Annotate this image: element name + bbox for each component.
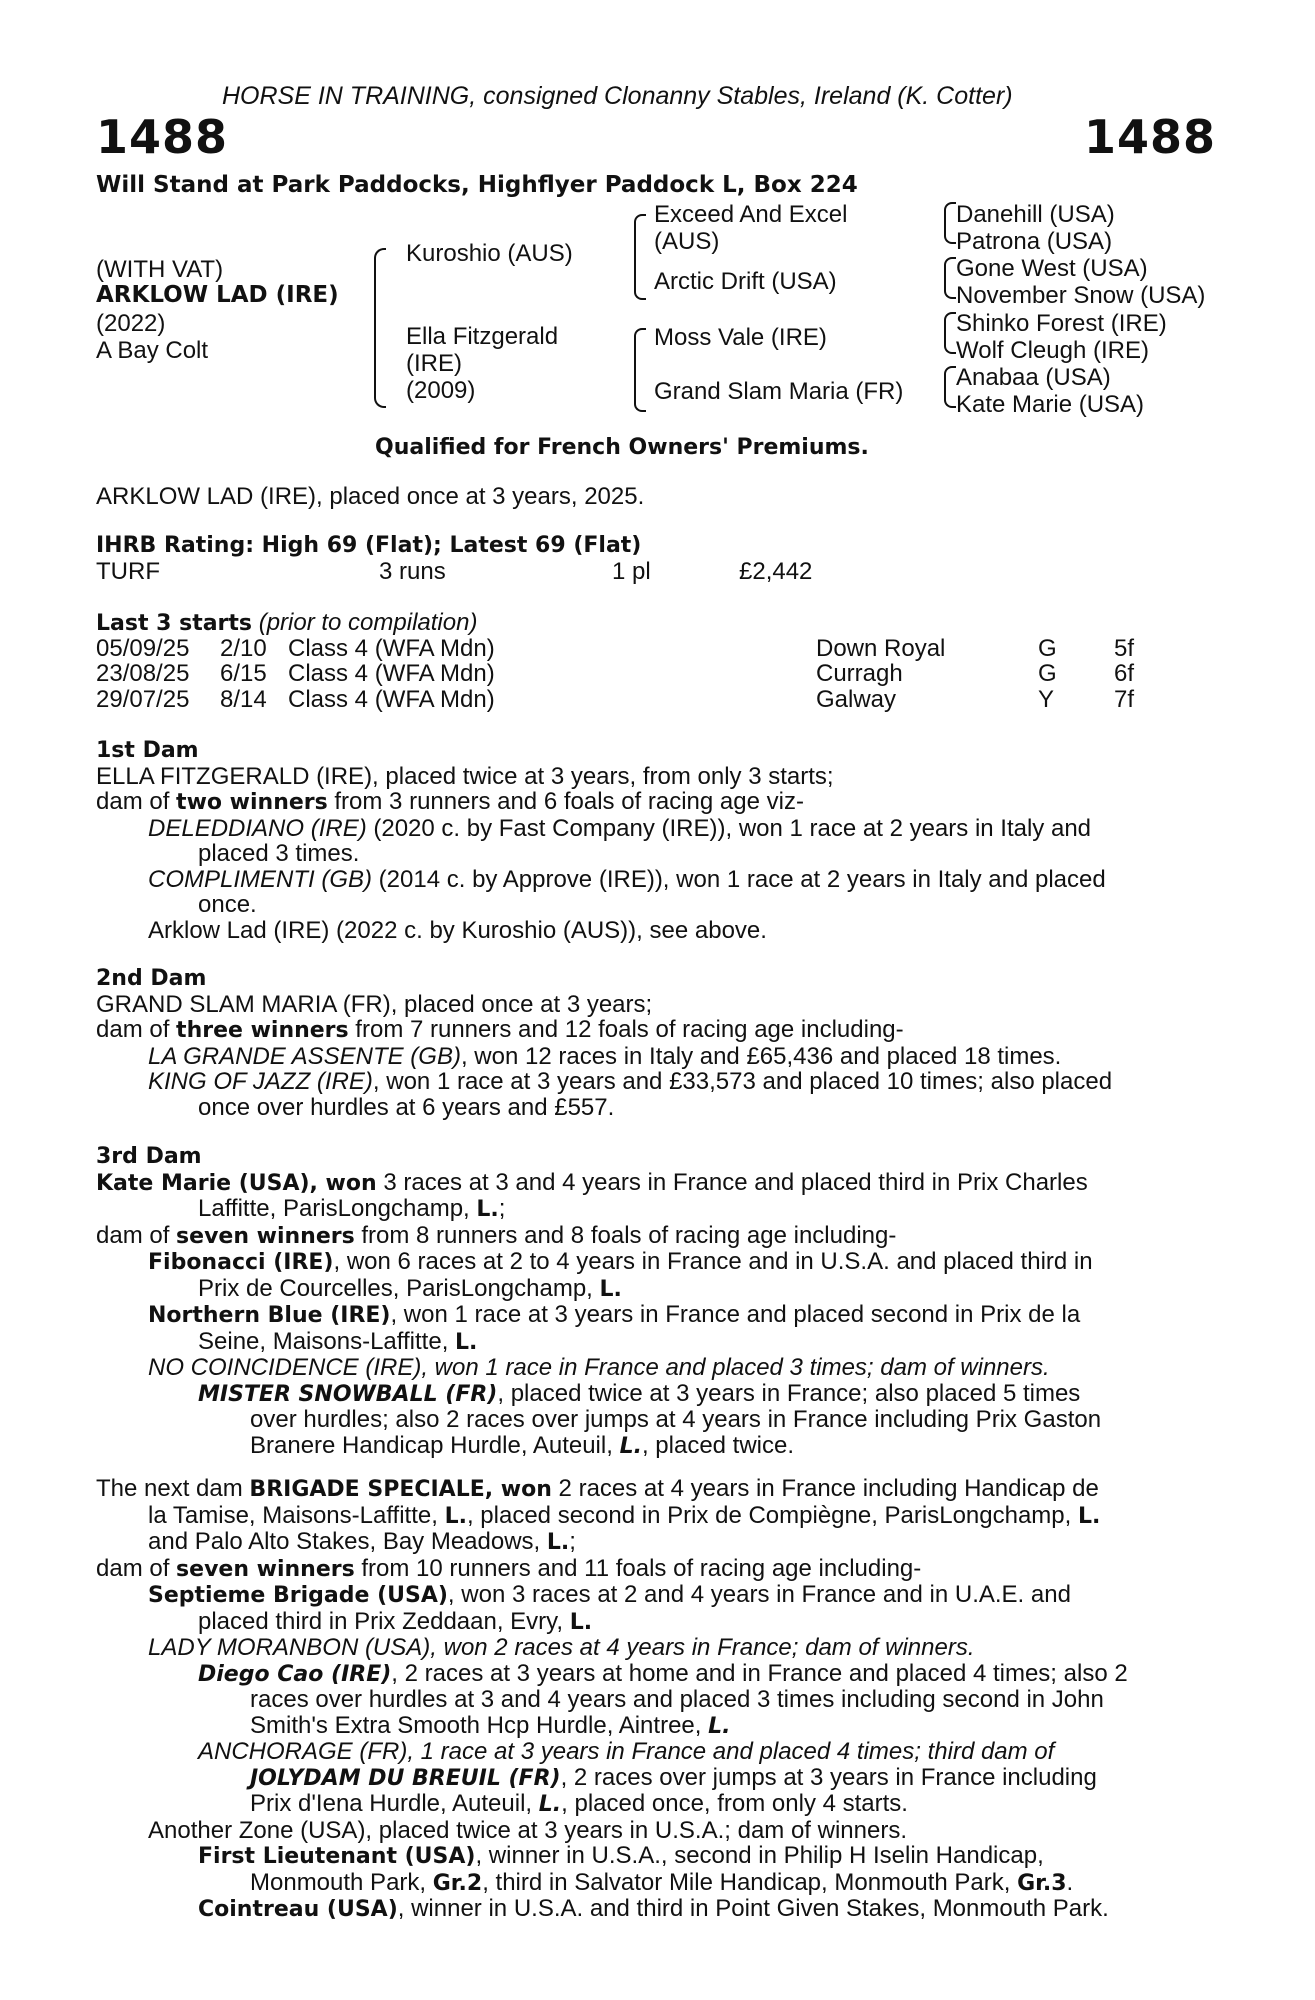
- pedigree-dam-line2: (IRE): [406, 350, 462, 377]
- text-span: Monmouth Park,: [250, 1868, 433, 1896]
- progeny-name: Cointreau (USA): [198, 1897, 398, 1922]
- pedigree-ssd: Patrona (USA): [956, 228, 1113, 255]
- progeny-record-cont: [96, 1713, 1204, 1740]
- horse-year: (2022): [96, 310, 166, 337]
- grandprogeny-entry: ANCHORAGE (FR), 1 race at 3 years in France and placed 4 times; third dam of: [198, 1738, 1055, 1765]
- progeny-entry: Arklow Lad (IRE) (2022 c. by Kuroshio (AUS)), see above.: [148, 916, 767, 944]
- text-span: and Palo Alto Stakes, Bay Meadows,: [148, 1528, 547, 1555]
- listed-marker: L.: [599, 1276, 622, 1302]
- progeny-record-cont: over hurdles; also 2 races over jumps at 4 years in France including Prix Gaston: [250, 1406, 1102, 1433]
- progeny-name: DELEDDIANO (IRE): [148, 814, 367, 842]
- text-span: ;: [498, 1195, 506, 1222]
- pedigree-sire: Kuroshio (AUS): [406, 240, 573, 267]
- dam-name: Kate Marie (USA), won: [96, 1170, 377, 1196]
- text-span: Seine, Maisons-Laffitte,: [198, 1327, 456, 1355]
- text-span: , placed second in Prix de Compiègne, ParisLongchamp,: [466, 1501, 1078, 1529]
- pedigree-ddd: Kate Marie (USA): [956, 391, 1145, 418]
- pedigree-brace-sire: [634, 214, 646, 300]
- pedigree-dss: Shinko Forest (IRE): [956, 310, 1167, 337]
- progeny-record-cont: once over hurdles at 6 years and £557.: [198, 1093, 615, 1121]
- pedigree-brace-dam: [634, 328, 646, 412]
- pedigree-sds: Gone West (USA): [956, 255, 1148, 282]
- progeny-record-cont: races over hurdles at 3 and 4 years and placed 3 times including second in John: [250, 1686, 1104, 1713]
- rating-earnings: £2,442: [739, 558, 813, 585]
- rating-placed: 1 pl: [612, 558, 651, 585]
- listed-marker: L.: [708, 1713, 731, 1739]
- first-dam-line2: [96, 789, 1204, 816]
- text-span: , placed twice.: [641, 1431, 795, 1459]
- listed-marker: L.: [546, 1530, 570, 1555]
- text-span: placed third in Prix Zeddaan, Evry,: [198, 1607, 570, 1635]
- progeny-record-cont: [96, 1870, 1204, 1897]
- text-span: Smith's Extra Smooth Hcp Hurdle, Aintree,: [250, 1711, 709, 1739]
- grandprogeny-entry: [96, 1661, 1204, 1688]
- progeny-record: , won 12 races in Italy and £65,436 and placed 18 times.: [460, 1042, 1062, 1070]
- listed-marker: L.: [455, 1329, 478, 1355]
- progeny-entry: [96, 1044, 1204, 1070]
- pedigree-dsd: Wolf Cleugh (IRE): [956, 337, 1149, 364]
- text-span: , won: [484, 1477, 552, 1502]
- second-dam-line1: GRAND SLAM MARIA (FR), placed once at 3 years;: [96, 990, 653, 1018]
- lot-number-right: 1488: [1084, 110, 1217, 164]
- progeny-name: MISTER SNOWBALL (FR): [198, 1381, 498, 1407]
- text-span: dam of: [96, 1016, 177, 1043]
- text-span: from 10 runners and 11 foals of racing age including-: [354, 1554, 922, 1582]
- second-dam-line2: [96, 1017, 1204, 1044]
- progeny-entry: [96, 1069, 1204, 1095]
- text-span: , placed once, from only 4 starts.: [561, 1790, 908, 1817]
- progeny-entry: [96, 1582, 1204, 1609]
- rating-surface: TURF: [96, 558, 160, 585]
- listed-marker: L.: [476, 1197, 499, 1222]
- third-dam-line1-cont: [96, 1196, 1204, 1223]
- pedigree-dam-line1: Ella Fitzgerald: [406, 323, 559, 350]
- progeny-entry: [96, 816, 1204, 842]
- rating-title: IHRB Rating: High 69 (Flat); Latest 69 (Flat): [96, 533, 642, 558]
- listed-marker: L.: [444, 1503, 467, 1529]
- pedigree-brace-ds: [944, 312, 956, 354]
- progeny-entry: Another Zone (USA), placed twice at 3 years in U.S.A.; dam of winners.: [148, 1816, 907, 1844]
- winners-count: two winners: [176, 790, 328, 815]
- progeny-name: COMPLIMENTI (GB): [148, 865, 373, 893]
- listed-marker: L.: [569, 1609, 593, 1635]
- progeny-record: , won 1 race at 3 years and £33,573 and placed 10 times; also placed: [372, 1068, 1113, 1095]
- text-span: from 3 runners and 6 foals of racing age viz-: [327, 788, 804, 815]
- rating-runs: 3 runs: [379, 558, 446, 585]
- start-date: 29/07/25: [96, 686, 190, 713]
- progeny-name: JOLYDAM DU BREUIL (FR): [250, 1765, 561, 1791]
- progeny-record-cont: [96, 1609, 1204, 1636]
- text-span: from 7 runners and 12 foals of racing age including-: [348, 1016, 904, 1043]
- start-distance: 6f: [1114, 660, 1135, 687]
- start-going: G: [1038, 635, 1057, 662]
- pedigree-dam-sire: Moss Vale (IRE): [654, 324, 827, 351]
- start-course: Down Royal: [816, 635, 946, 662]
- grade-marker: Gr.2: [432, 1870, 483, 1896]
- progeny-record: , won 6 races at 2 to 4 years in France and in U.S.A. and placed third in: [333, 1248, 1093, 1275]
- first-dam-section: [96, 738, 1204, 943]
- start-going: Y: [1038, 686, 1055, 713]
- third-dam-title: 3rd Dam: [96, 1144, 202, 1169]
- text-span: dam of: [96, 1554, 177, 1582]
- pedigree-brace-sd: [944, 257, 956, 299]
- third-dam-line2: [96, 1223, 1204, 1250]
- next-dam-line4: [96, 1556, 1204, 1583]
- grade-marker: Gr.3: [1017, 1870, 1067, 1896]
- text-span: ;: [569, 1528, 576, 1555]
- pedigree-dam-dam: Grand Slam Maria (FR): [654, 378, 904, 405]
- progeny-name: LA GRANDE ASSENTE (GB): [148, 1042, 461, 1070]
- start-going: G: [1038, 660, 1057, 687]
- text-span: .: [1066, 1868, 1074, 1896]
- text-span: Prix de Courcelles, ParisLongchamp,: [198, 1274, 600, 1302]
- progeny-name: First Lieutenant (USA): [198, 1844, 476, 1869]
- progeny-record: , won 3 races at 2 and 4 years in France and in U.A.E. and: [447, 1581, 1071, 1608]
- pedigree-sdd: November Snow (USA): [956, 282, 1206, 309]
- progeny-record-cont: [96, 1791, 1204, 1818]
- progeny-record: , 2 races at 3 years at home and in France and placed 4 times; also 2: [391, 1659, 1128, 1687]
- grandprogeny-entry: [96, 1843, 1204, 1870]
- start-position: 6/15: [220, 660, 267, 687]
- progeny-record-cont: once.: [198, 891, 257, 918]
- pedigree-sire-dam: Arctic Drift (USA): [654, 268, 837, 295]
- first-dam-line1: ELLA FITZGERALD (IRE), placed twice at 3 years, from only 3 starts;: [96, 762, 834, 790]
- pedigree-dam-line3: (2009): [406, 377, 476, 404]
- text-span: Laffitte, ParisLongchamp,: [198, 1195, 477, 1222]
- next-dam-section: [96, 1476, 1204, 1923]
- vat-note: (WITH VAT): [96, 256, 224, 283]
- progeny-record: (2014 c. by Approve (IRE)), won 1 race at 2 years in Italy and placed: [372, 865, 1106, 893]
- text-span: 2 races at 4 years in France including Handicap de: [551, 1475, 1099, 1502]
- progeny-record-cont: [96, 1765, 1204, 1792]
- text-span: 3 races at 3 and 4 years in France and placed third in Prix Charles: [376, 1168, 1088, 1196]
- qualified-note: Qualified for French Owners' Premiums.: [375, 435, 869, 460]
- winners-count: seven winners: [176, 1223, 355, 1249]
- start-class: Class 4 (WFA Mdn): [288, 686, 495, 713]
- last-starts-heading: [96, 611, 477, 635]
- third-dam-section: [96, 1144, 1204, 1459]
- progeny-record: , won 1 race at 3 years in France and placed second in Prix de la: [390, 1301, 1081, 1328]
- progeny-name: Northern Blue (IRE): [148, 1303, 391, 1328]
- pedigree-sire-sire-line1: Exceed And Excel: [654, 201, 848, 228]
- progeny-record: , winner in U.S.A. and third in Point Given Stakes, Monmouth Park.: [397, 1895, 1109, 1922]
- next-dam-line2: [96, 1503, 1204, 1530]
- progeny-name: Diego Cao (IRE): [198, 1661, 392, 1687]
- progeny-entry: [96, 1249, 1204, 1276]
- text-span: , third in Salvator Mile Handicap, Monmouth Park,: [482, 1868, 1018, 1896]
- text-span: The next dam: [96, 1475, 250, 1502]
- progeny-record: , winner in U.S.A., second in Philip H Iselin Handicap,: [475, 1842, 1044, 1869]
- progeny-name: Fibonacci (IRE): [148, 1250, 334, 1275]
- grandprogeny-entry: [96, 1896, 1204, 1923]
- progeny-entry: [96, 1302, 1204, 1329]
- consignment-header: HORSE IN TRAINING, consigned Clonanny Stables, Ireland (K. Cotter): [222, 82, 1013, 110]
- start-distance: 7f: [1114, 686, 1135, 713]
- progeny-entry: [96, 867, 1204, 893]
- start-course: Galway: [816, 686, 897, 713]
- progeny-name: KING OF JAZZ (IRE): [148, 1068, 373, 1095]
- grandprogeny-entry: [96, 1381, 1204, 1408]
- progeny-record-cont: [96, 1276, 1204, 1303]
- pedigree-sire-sire-line2: (AUS): [654, 228, 720, 255]
- progeny-entry: NO COINCIDENCE (IRE), won 1 race in France and placed 3 times; dam of winners.: [148, 1354, 1050, 1381]
- text-span: la Tamise, Maisons-Laffitte,: [148, 1501, 445, 1529]
- progeny-record: , placed twice at 3 years in France; also placed 5 times: [497, 1379, 1081, 1407]
- listed-marker: L.: [1077, 1503, 1101, 1529]
- pedigree-dds: Anabaa (USA): [956, 364, 1111, 391]
- start-class: Class 4 (WFA Mdn): [288, 635, 495, 662]
- start-position: 8/14: [220, 686, 267, 713]
- pedigree-brace-main: [374, 248, 386, 408]
- last-starts-title: Last 3 starts: [96, 611, 253, 636]
- text-span: dam of: [96, 1221, 177, 1249]
- second-dam-section: [96, 966, 1204, 1120]
- horse-name: ARKLOW LAD (IRE): [96, 282, 339, 308]
- lot-number-left: 1488: [96, 110, 229, 164]
- stand-location: Will Stand at Park Paddocks, Highflyer Paddock L, Box 224: [96, 172, 858, 198]
- pedigree-brace-ss: [944, 202, 956, 244]
- text-span: from 8 runners and 8 foals of racing age including-: [354, 1221, 897, 1249]
- start-date: 05/09/25: [96, 635, 190, 662]
- last-starts-note: (prior to compilation): [258, 609, 478, 636]
- text-span: Branere Handicap Hurdle, Auteuil,: [250, 1431, 620, 1459]
- next-dam-line1: [96, 1476, 1204, 1503]
- winners-count: three winners: [176, 1018, 349, 1043]
- start-class: Class 4 (WFA Mdn): [288, 660, 495, 687]
- next-dam-line3: [96, 1529, 1204, 1556]
- second-dam-title: 2nd Dam: [96, 966, 207, 991]
- progeny-record-cont: placed 3 times.: [198, 840, 360, 867]
- first-dam-title: 1st Dam: [96, 738, 199, 763]
- start-date: 23/08/25: [96, 660, 190, 687]
- progeny-name: Septieme Brigade (USA): [148, 1583, 448, 1608]
- text-span: dam of: [96, 788, 177, 815]
- text-span: , 2 races over jumps at 3 years in France including: [560, 1763, 1097, 1791]
- winners-count: seven winners: [176, 1556, 355, 1582]
- listed-marker: L.: [619, 1433, 642, 1459]
- progeny-record-cont: [96, 1329, 1204, 1356]
- pedigree-brace-dd: [944, 366, 956, 408]
- start-distance: 5f: [1114, 635, 1135, 662]
- start-position: 2/10: [220, 635, 267, 662]
- horse-description: A Bay Colt: [96, 337, 209, 364]
- progeny-record-cont: [96, 1433, 1204, 1460]
- pedigree-sss: Danehill (USA): [956, 201, 1115, 228]
- text-span: Prix d'Iena Hurdle, Auteuil,: [250, 1790, 539, 1817]
- start-course: Curragh: [816, 660, 903, 687]
- progeny-entry: LADY MORANBON (USA), won 2 races at 4 years in France; dam of winners.: [148, 1634, 975, 1661]
- dam-name: BRIGADE SPECIALE: [249, 1477, 485, 1502]
- third-dam-line1: [96, 1170, 1204, 1197]
- race-summary: ARKLOW LAD (IRE), placed once at 3 years, 2025.: [96, 483, 645, 510]
- listed-marker: L.: [538, 1792, 562, 1817]
- progeny-record: (2020 c. by Fast Company (IRE)), won 1 race at 2 years in Italy and: [366, 814, 1092, 842]
